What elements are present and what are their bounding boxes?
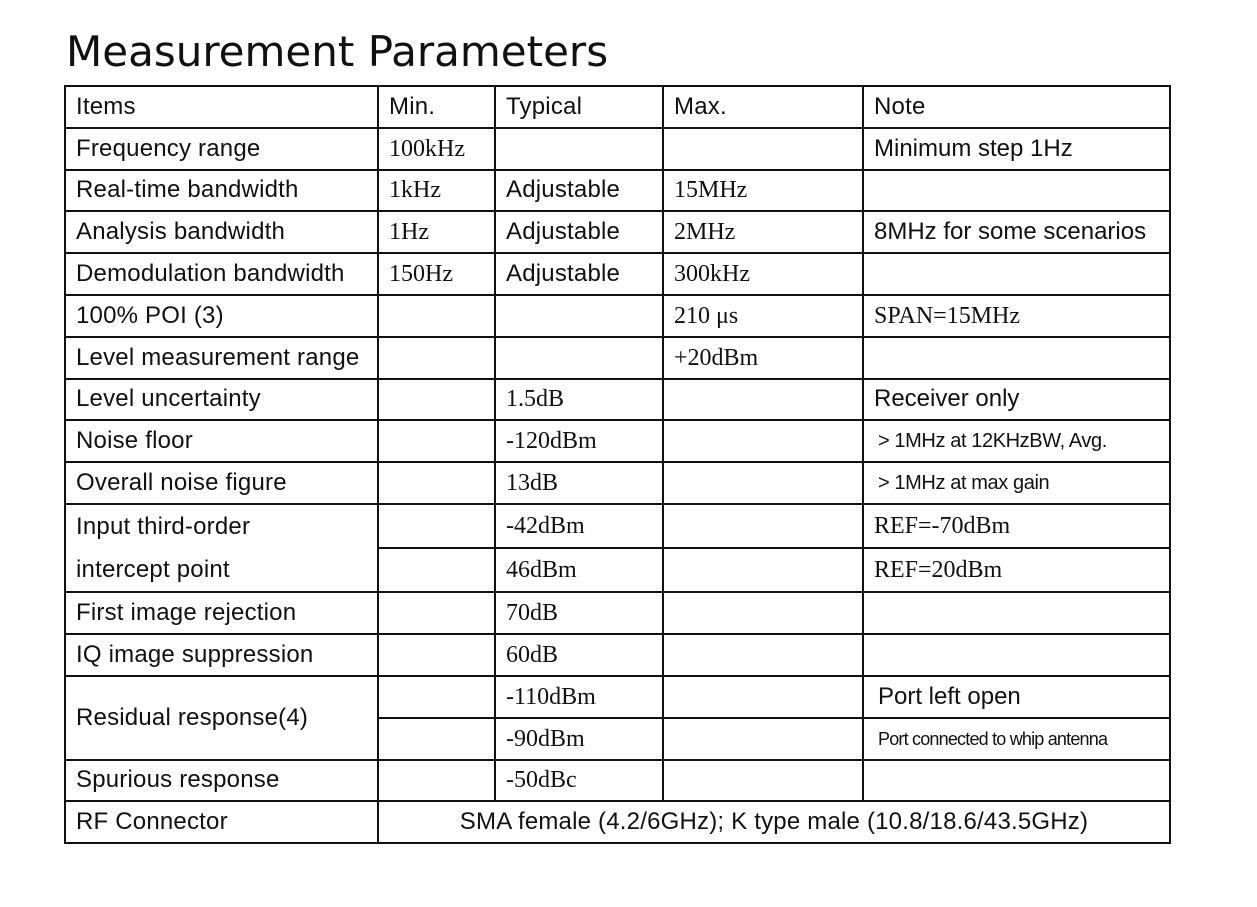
- row-min: 1kHz: [378, 170, 495, 212]
- table-row: [65, 337, 1170, 379]
- row-max: [663, 592, 863, 634]
- row-typical: -110dBm: [495, 676, 663, 718]
- header-min: Min.: [378, 86, 495, 128]
- row-item: Noise floor: [65, 420, 378, 462]
- row-note: SPAN=15MHz: [863, 295, 1170, 337]
- table-row: [65, 379, 1170, 421]
- table-row: [65, 211, 1170, 253]
- table-row: [65, 295, 1170, 337]
- row-item: Demodulation bandwidth: [65, 253, 378, 295]
- row-note: Minimum step 1Hz: [863, 128, 1170, 170]
- row-max: [663, 548, 863, 592]
- row-item: Real-time bandwidth: [65, 170, 378, 212]
- header-note: Note: [863, 86, 1170, 128]
- row-min: [378, 337, 495, 379]
- header-max: Max.: [663, 86, 863, 128]
- row-note: [863, 170, 1170, 212]
- row-max: +20dBm: [663, 337, 863, 379]
- table-row: [65, 760, 1170, 802]
- row-item-multiline: [65, 504, 378, 592]
- table-row: [65, 504, 1170, 548]
- item-line-1: Input third-order: [76, 512, 251, 540]
- row-item: RF Connector: [65, 801, 378, 843]
- header-row: [65, 86, 1170, 128]
- row-item: Overall noise figure: [65, 462, 378, 504]
- row-note: [863, 634, 1170, 676]
- table-row: [65, 128, 1170, 170]
- page-title: Measurement Parameters: [66, 27, 609, 76]
- row-typical: Adjustable: [495, 211, 663, 253]
- row-note: > 1MHz at max gain: [863, 462, 1170, 504]
- row-typical: 13dB: [495, 462, 663, 504]
- item-line-2: intercept point: [76, 556, 230, 584]
- row-max: 210 μs: [663, 295, 863, 337]
- row-note: [863, 337, 1170, 379]
- table-row: [65, 676, 1170, 718]
- row-max: [663, 128, 863, 170]
- row-typical: Adjustable: [495, 253, 663, 295]
- row-item: 100% POI (3): [65, 295, 378, 337]
- rf-connector-value: SMA female (4.2/6GHz); K type male (10.8/18.6/43.5GHz): [378, 801, 1170, 843]
- header-items: Items: [65, 86, 378, 128]
- row-item: IQ image suppression: [65, 634, 378, 676]
- row-item: Residual response(4): [65, 676, 378, 760]
- row-min: [378, 634, 495, 676]
- row-typical: -120dBm: [495, 420, 663, 462]
- table-row: [65, 634, 1170, 676]
- row-min: [378, 676, 495, 718]
- row-min: [378, 718, 495, 760]
- row-note: > 1MHz at 12KHzBW, Avg.: [863, 420, 1170, 462]
- row-max: [663, 504, 863, 548]
- row-max: 15MHz: [663, 170, 863, 212]
- table-row: [65, 592, 1170, 634]
- row-note: [863, 253, 1170, 295]
- row-max: [663, 718, 863, 760]
- row-typical: [495, 337, 663, 379]
- row-min: [378, 592, 495, 634]
- row-typical: Adjustable: [495, 170, 663, 212]
- row-min: [378, 295, 495, 337]
- row-max: [663, 676, 863, 718]
- row-typical: -42dBm: [495, 504, 663, 548]
- row-item: Level uncertainty: [65, 379, 378, 421]
- row-min: 100kHz: [378, 128, 495, 170]
- row-note: 8MHz for some scenarios: [863, 211, 1170, 253]
- row-typical: [495, 128, 663, 170]
- row-max: 300kHz: [663, 253, 863, 295]
- row-note: Port connected to whip antenna: [863, 718, 1170, 760]
- row-typical: 60dB: [495, 634, 663, 676]
- row-max: [663, 420, 863, 462]
- row-max: [663, 379, 863, 421]
- table-row: [65, 801, 1170, 843]
- table-row: [65, 253, 1170, 295]
- row-item: Spurious response: [65, 760, 378, 802]
- row-typical: 1.5dB: [495, 379, 663, 421]
- measurement-parameters-table: [64, 85, 1171, 844]
- row-typical: 70dB: [495, 592, 663, 634]
- row-item: First image rejection: [65, 592, 378, 634]
- row-item: Frequency range: [65, 128, 378, 170]
- row-note: [863, 760, 1170, 802]
- row-max: [663, 760, 863, 802]
- table-row: [65, 170, 1170, 212]
- row-min: 1Hz: [378, 211, 495, 253]
- row-typical: -90dBm: [495, 718, 663, 760]
- row-min: [378, 504, 495, 548]
- row-note: Receiver only: [863, 379, 1170, 421]
- row-max: 2MHz: [663, 211, 863, 253]
- row-min: [378, 379, 495, 421]
- row-max: [663, 462, 863, 504]
- row-typical: -50dBc: [495, 760, 663, 802]
- row-min: [378, 760, 495, 802]
- row-item: Level measurement range: [65, 337, 378, 379]
- table-row: [65, 462, 1170, 504]
- row-typical: 46dBm: [495, 548, 663, 592]
- row-note: Port left open: [863, 676, 1170, 718]
- row-item: Analysis bandwidth: [65, 211, 378, 253]
- row-typical: [495, 295, 663, 337]
- row-min: [378, 462, 495, 504]
- table-row: [65, 420, 1170, 462]
- row-min: 150Hz: [378, 253, 495, 295]
- row-min: [378, 420, 495, 462]
- row-min: [378, 548, 495, 592]
- row-note: REF=20dBm: [863, 548, 1170, 592]
- row-max: [663, 634, 863, 676]
- row-note: [863, 592, 1170, 634]
- row-note: REF=-70dBm: [863, 504, 1170, 548]
- header-typical: Typical: [495, 86, 663, 128]
